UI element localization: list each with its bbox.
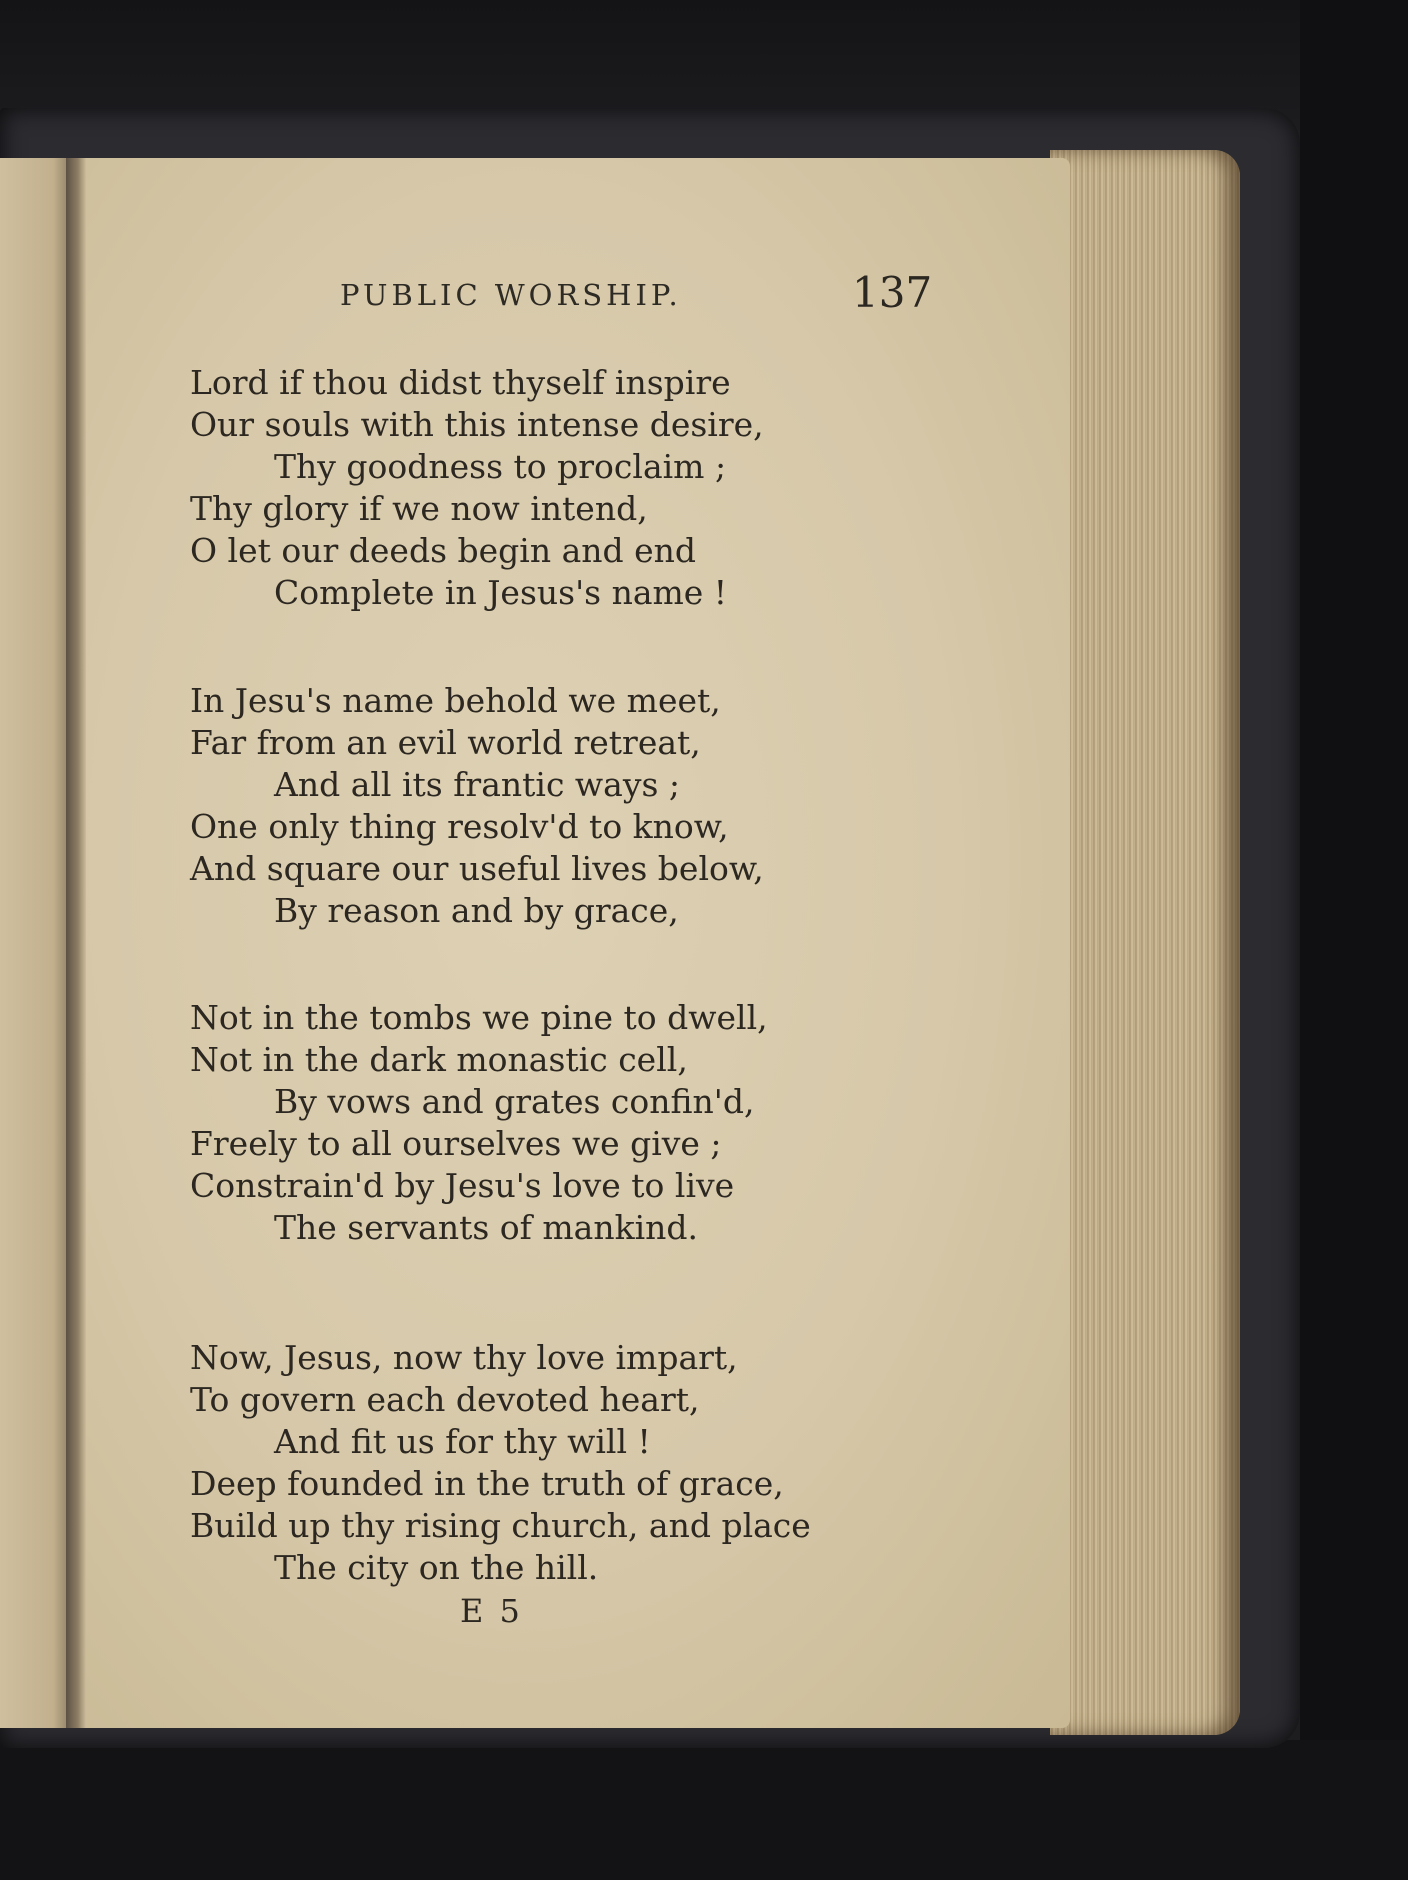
verse-line: Thy glory if we now intend, [190,489,648,528]
stanza-2 [190,680,910,932]
verse-line: In Jesu's name behold we meet, [190,681,721,720]
running-head: PUBLIC WORSHIP. [340,278,682,312]
verse-line: The servants of mankind. [274,1208,698,1247]
verse-line: Freely to all ourselves we give ; [190,1124,722,1163]
verse-line: The city on the hill. [274,1548,599,1587]
signature-mark: E 5 [460,1592,523,1630]
verse-line: Not in the dark monastic cell, [190,1040,688,1079]
verse-line: Lord if thou didst thyself inspire [190,363,731,402]
facing-page-edge [0,158,76,1728]
verse-line: One only thing resolv'd to know, [190,807,729,846]
stanza-4 [190,1337,910,1589]
page-edges [1050,150,1240,1735]
verse-line: Complete in Jesus's name ! [274,573,728,612]
verse-line: And fit us for thy will ! [274,1422,651,1461]
page-number: 137 [852,268,933,317]
verse-line: O let our deeds begin and end [190,531,697,570]
verse-line: Not in the tombs we pine to dwell, [190,998,768,1037]
verse-line: By vows and grates confin'd, [274,1082,755,1121]
verse-line: Far from an evil world retreat, [190,723,701,762]
verse-line: To govern each devoted heart, [190,1380,700,1419]
verse-line: Constrain'd by Jesu's love to live [190,1166,735,1205]
book-gutter [66,158,86,1728]
verse-line: And square our useful lives below, [190,849,764,888]
background-right [1300,0,1408,1880]
stanza-3 [190,997,910,1249]
verse-line: Thy goodness to proclaim ; [274,447,727,486]
verse-line: Build up thy rising church, and place [190,1506,811,1545]
verse-line: Deep founded in the truth of grace, [190,1464,784,1503]
stanza-1 [190,362,910,614]
verse-line: Our souls with this intense desire, [190,405,764,444]
verse-line: By reason and by grace, [274,891,679,930]
verse-line: And all its frantic ways ; [274,765,681,804]
background-bottom [0,1740,1408,1880]
verse-line: Now, Jesus, now thy love impart, [190,1338,738,1377]
